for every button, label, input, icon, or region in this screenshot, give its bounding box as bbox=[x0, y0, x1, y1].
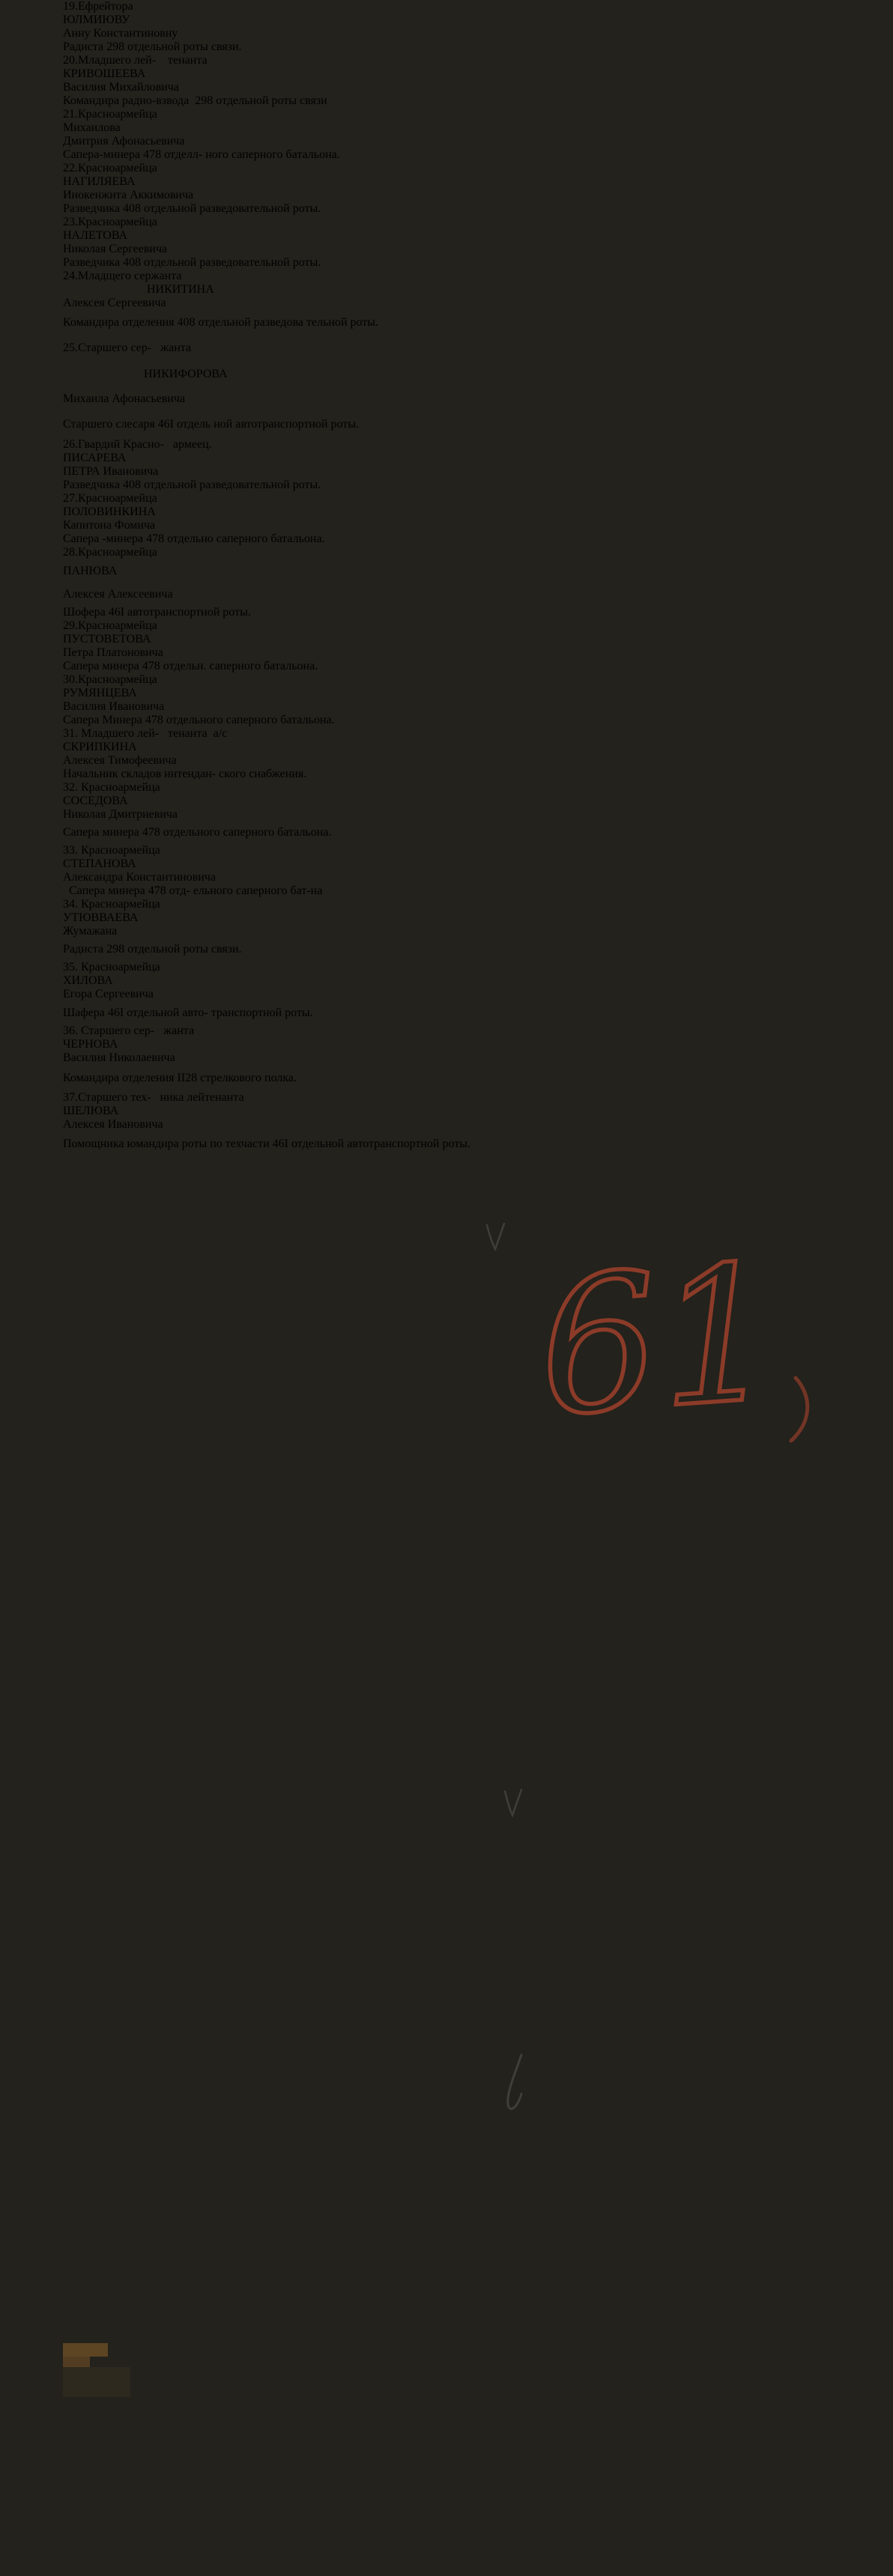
entry-position: Помощника юмандира роты по техчасти 46I отдельной автотранспортной роты. bbox=[63, 1137, 470, 1150]
entry-name bbox=[63, 795, 830, 821]
stain bbox=[63, 2343, 108, 2357]
red-pencil-tail bbox=[791, 1378, 808, 1441]
entry-name bbox=[63, 452, 830, 479]
entry-position: Разведчика 408 отдельной разведовательной роты. bbox=[63, 479, 321, 491]
paper-hole bbox=[63, 2309, 75, 2319]
entry-name bbox=[63, 974, 830, 1001]
entry-position: Сапера-минера 478 отделл- ного саперного батальона. bbox=[63, 148, 340, 161]
entry-surname: ПУСТОВЕТОВА bbox=[63, 633, 151, 645]
entry-given-name: Василия Ивановича bbox=[63, 700, 165, 713]
entry-given-name: Михаила Афонасьевича bbox=[63, 392, 186, 405]
entry-name bbox=[63, 505, 830, 532]
pencil-checkmark-icon bbox=[505, 1790, 521, 1815]
entry-position: Шафера 46I отдельной авто- транспортной роты. bbox=[63, 1006, 313, 1019]
entry-rank: 35. Красноармейца bbox=[63, 961, 160, 973]
entry-surname: РУМЯНЦЕВА bbox=[63, 687, 137, 699]
entry-rank: 34. Красноармейца bbox=[63, 898, 160, 911]
entry-rank: 19.Ефрейтора bbox=[63, 0, 133, 13]
entry-surname: СТЕПАНОВА bbox=[63, 857, 136, 870]
entry-name bbox=[63, 1038, 830, 1065]
annotations-overlay bbox=[63, 1156, 830, 2254]
entry-name bbox=[63, 175, 830, 202]
entry-surname: ПОЛОВИНКИНА bbox=[63, 505, 156, 518]
pencil-checkmark-icon bbox=[487, 1224, 504, 1249]
entry-name bbox=[63, 857, 830, 884]
entry-given-name: Инокенжита Аккимовича bbox=[63, 189, 194, 201]
entry-given-name: Николая Сергеевича bbox=[63, 243, 168, 255]
entry-name bbox=[63, 67, 830, 94]
entry-given-name: Алексея Алексеевича bbox=[63, 588, 173, 601]
entry-position: Разведчика 408 отдельной разведовательной роты. bbox=[63, 256, 321, 269]
entry-rank: 33. Красноармейца bbox=[63, 844, 160, 857]
entry-position: Сапера Минера 478 отдельного саперного батальона. bbox=[63, 714, 335, 726]
entry-surname: НИКИФОРОВА bbox=[144, 368, 228, 380]
list-entry bbox=[63, 546, 830, 619]
list-entry bbox=[63, 438, 830, 492]
entry-given-name: Александра Константиновича bbox=[63, 871, 216, 884]
paper-crease bbox=[33, 2407, 94, 2485]
list-entry bbox=[63, 898, 830, 961]
paper-hole bbox=[63, 2264, 76, 2279]
list-entry bbox=[63, 673, 830, 727]
entry-given-name: Василия Михайловича bbox=[63, 81, 179, 94]
entry-given-name: Алексея Ивановича bbox=[63, 1118, 163, 1131]
entry-rank: 22.Красноармейца bbox=[63, 162, 157, 174]
list-entry bbox=[63, 619, 830, 673]
entry-rank: 21.Красноармейца bbox=[63, 108, 157, 121]
entry-surname: ЮЛМИЮВУ bbox=[63, 13, 130, 26]
entry-surname: УТЮВВАЕВА bbox=[63, 911, 139, 924]
stain bbox=[63, 2367, 130, 2397]
entry-rank: 25.Старшего сер- жанта bbox=[63, 341, 192, 354]
entry-rank: 23.Красноармейца bbox=[63, 216, 157, 228]
entry-position: Сапера -минера 478 отдельно саперного батальона. bbox=[63, 532, 325, 545]
entry-position: Командира отделения 408 отдельной разведова тельной роты. bbox=[63, 316, 379, 329]
list-entry bbox=[63, 270, 830, 335]
entry-rank: 27.Красноармейца bbox=[63, 492, 157, 505]
entry-rank: 28.Красноармейца bbox=[63, 546, 157, 559]
entry-surname: Михаилова bbox=[63, 121, 121, 134]
list-entry bbox=[63, 162, 830, 216]
entry-name bbox=[63, 687, 830, 714]
entry-rank: 32. Красноармейца bbox=[63, 781, 160, 794]
entry-position: Радиста 298 отдельной роты связи. bbox=[63, 943, 242, 956]
entry-surname: СОСЕДОВА bbox=[63, 795, 128, 807]
entry-surname: ЧЕРНОВА bbox=[63, 1038, 118, 1051]
entry-given-name: Николая Дмитриевича bbox=[63, 808, 178, 821]
list-entry bbox=[63, 961, 830, 1024]
list-entry bbox=[63, 54, 830, 108]
entry-surname: НИКИТИНА bbox=[147, 283, 214, 296]
entry-name bbox=[63, 13, 830, 40]
entry-position: Начальник складов интендан- ского снабжения. bbox=[63, 768, 307, 780]
entry-name bbox=[63, 633, 830, 660]
entry-position: Разведчика 408 отдельной разведовательной роты. bbox=[63, 202, 321, 215]
list-entry bbox=[63, 1024, 830, 1091]
scanned-document-page bbox=[63, 0, 830, 1458]
list-entry bbox=[63, 0, 830, 54]
entry-name bbox=[63, 741, 830, 768]
entry-given-name: Алексея Тимофеевича bbox=[63, 754, 177, 767]
entry-rank: 29.Красноармейца bbox=[63, 619, 157, 632]
entry-surname: КРИВОШЕЕВА bbox=[63, 67, 146, 80]
entry-given-name: Дмитрия Афонасьевича bbox=[63, 135, 185, 148]
paper-crease bbox=[53, 2495, 75, 2575]
list-entry bbox=[63, 335, 830, 438]
entry-name bbox=[63, 1105, 830, 1131]
blue-ink-smudge bbox=[63, 2331, 102, 2343]
entry-position: Радиста 298 отдельной роты связи. bbox=[63, 40, 242, 53]
stain bbox=[63, 2357, 90, 2367]
entry-position: Старшего слесаря 46I отдель ной автотранспортной роты. bbox=[63, 418, 360, 431]
list-entry bbox=[63, 1091, 830, 1156]
entry-surname: ПИСАРЕВА bbox=[63, 452, 127, 464]
entry-given-name: ПЕТРА Ивановича bbox=[63, 465, 159, 478]
entry-position: Сапера минера 478 отдельного саперного батальона. bbox=[63, 826, 332, 839]
entry-name bbox=[63, 283, 830, 310]
entry-position: Сапера минера 478 отд- ельного саперного бат-на bbox=[63, 884, 323, 897]
list-entry bbox=[63, 727, 830, 781]
entry-rank: 24.Младщего сержанта bbox=[63, 270, 182, 282]
entry-name bbox=[63, 362, 830, 411]
entry-name bbox=[63, 911, 830, 938]
entry-given-name: Петра Платоновича bbox=[63, 646, 163, 659]
entry-rank: 31. Младшего лей- тенанта а/с bbox=[63, 727, 228, 740]
list-entry bbox=[63, 492, 830, 546]
entry-surname: НАЛЕТОВА bbox=[63, 229, 128, 242]
paper-hole bbox=[63, 2297, 78, 2309]
entry-rank: 37.Старшего тех- ника лейтенанта bbox=[63, 1091, 244, 1104]
entry-given-name: Жумажана bbox=[63, 925, 118, 938]
entry-rank: 26.Гвардий Красно- армеец. bbox=[63, 438, 212, 451]
pencil-checkmark-icon bbox=[508, 2055, 521, 2109]
entry-position: Шофера 46I автотранспортной роты. bbox=[63, 606, 251, 619]
entry-position: Командира отделения II28 стрелкового полка. bbox=[63, 1072, 297, 1084]
entry-given-name: Капитона Фомича bbox=[63, 519, 156, 532]
entry-given-name: Алексея Сергеевича bbox=[63, 297, 166, 309]
entry-given-name: Василия Николаевича bbox=[63, 1051, 175, 1064]
entry-position: Сапера минера 478 отдельн. саперного батальона. bbox=[63, 660, 318, 672]
list-entry-highlighted bbox=[63, 216, 830, 270]
entry-name bbox=[63, 121, 830, 148]
entry-name bbox=[63, 559, 830, 606]
entry-name bbox=[63, 229, 830, 256]
entry-surname: ШЕЛЮВА bbox=[63, 1105, 119, 1117]
entry-given-name: Егора Сергеевича bbox=[63, 988, 154, 1000]
entry-given-name: Анну Константиновну bbox=[63, 27, 178, 40]
entry-surname: ПАНЮВА bbox=[63, 565, 118, 577]
entry-rank: 36. Старшего сер- жанта bbox=[63, 1024, 195, 1037]
paper-hole bbox=[63, 2283, 81, 2297]
entry-surname: НАГИЛЯЕВА bbox=[63, 175, 136, 188]
list-entry bbox=[63, 108, 830, 162]
entry-surname: СКРИПКИНА bbox=[63, 741, 137, 753]
entry-surname: ХИЛОВА bbox=[63, 974, 113, 987]
entry-rank: 30.Красноармейца bbox=[63, 673, 157, 686]
entry-position: Командира радио-взвода 298 отдельной роты связи bbox=[63, 94, 327, 107]
red-pencil-number: 61 bbox=[532, 1224, 785, 1458]
list-entry bbox=[63, 781, 830, 844]
paper-nick bbox=[63, 2319, 73, 2331]
entry-rank: 20.Младшего лей- тенанта bbox=[63, 54, 208, 67]
list-entry bbox=[63, 844, 830, 898]
